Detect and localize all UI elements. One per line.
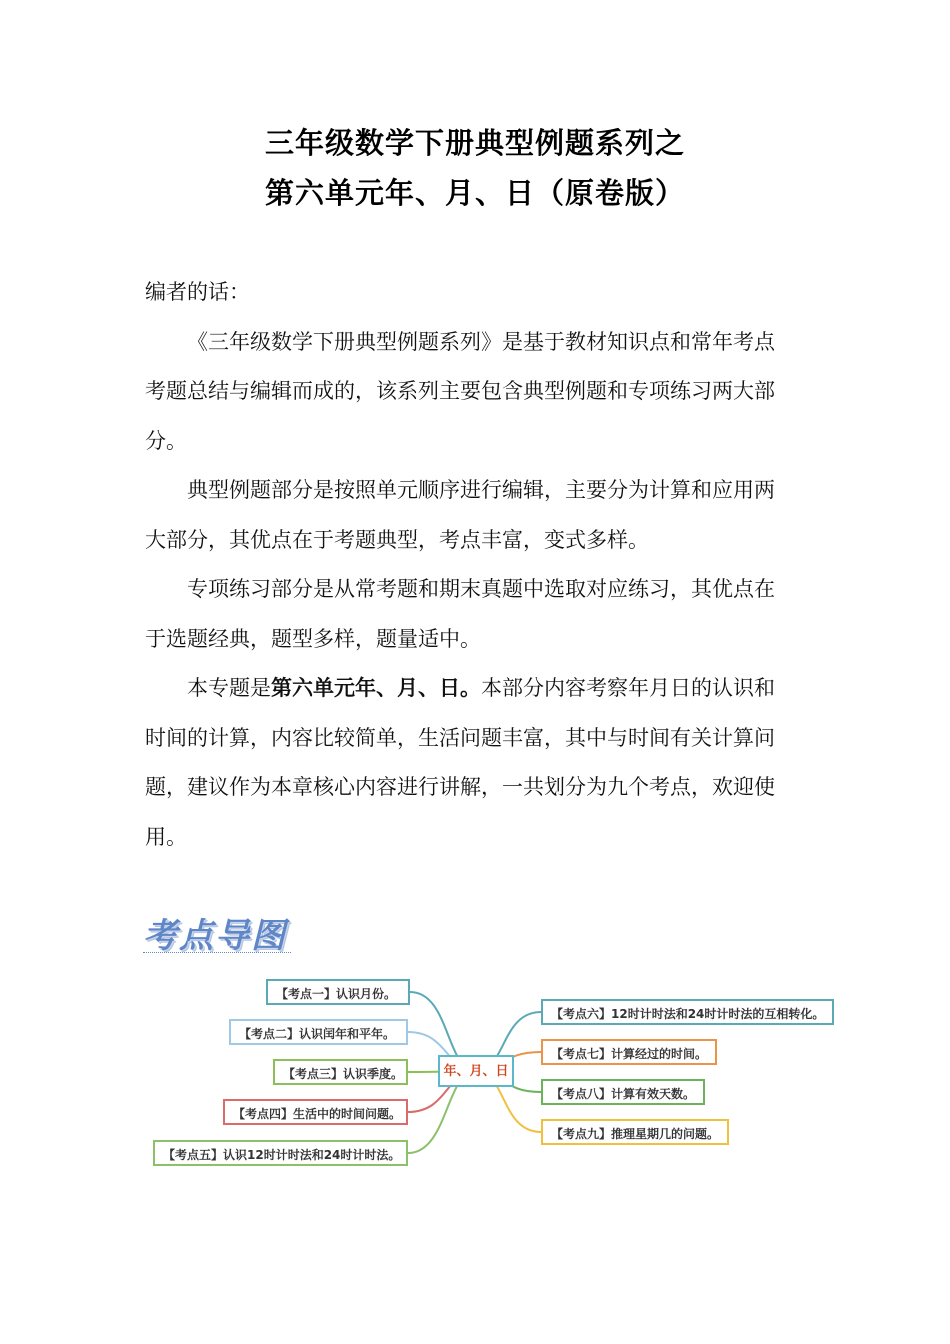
editor-note-paragraph-1: 《三年级数学下册典型例题系列》是基于教材知识点和常年考点考题总结与编辑而成的，该系列主要包含典型例题和专项练习两大部分。	[145, 329, 775, 453]
mind-map-node-left-5: 【考点五】认识12时计时法和24时计时法。	[153, 1140, 408, 1166]
mind-map-node-right-3: 【考点八】计算有效天数。	[541, 1079, 705, 1105]
section-heading: 考点导图	[143, 916, 287, 956]
mind-map-node-left-1: 【考点一】认识月份。	[266, 979, 410, 1005]
mind-map-node-right-4: 【考点九】推理星期几的问题。	[541, 1119, 729, 1145]
mind-map-node-left-3: 【考点三】认识季度。	[273, 1059, 408, 1085]
mind-map-node-right-2: 【考点七】计算经过的时间。	[541, 1039, 717, 1065]
editor-note-heading: 编者的话：	[145, 280, 250, 304]
paragraph-4-bold: 第六单元年、月、日。	[271, 676, 481, 700]
editor-note-paragraph-3: 专项练习部分是从常考题和期末真题中选取对应练习，其优点在于选题经典，题型多样，题量适中。	[145, 577, 775, 651]
editor-note-paragraph-2: 典型例题部分是按照单元顺序进行编辑，主要分为计算和应用两大部分，其优点在于考题典型，考点丰富，变式多样。	[145, 478, 775, 552]
paragraph-4-suffix: 本部分内容考察年月日的认识和时间的计算，内容比较简单，生活问题丰富，其中与时间有关计算问题，建议作为本章核心内容进行讲解，一共划分为九个考点，欢迎使用。	[145, 676, 775, 849]
document-title	[0, 118, 950, 218]
section-heading-underline	[143, 952, 291, 953]
mind-map-node-left-2: 【考点二】认识闰年和平年。	[229, 1019, 408, 1045]
title-line-1: 三年级数学下册典型例题系列之	[264, 126, 685, 160]
editor-note-paragraph-4	[145, 664, 795, 862]
mind-map-node-left-4: 【考点四】生活中的时间问题。	[223, 1099, 408, 1125]
editor-note	[145, 268, 795, 862]
mind-map	[0, 960, 950, 1180]
mind-map-node-right-1: 【考点六】12时计时法和24时计时法的互相转化。	[541, 999, 834, 1025]
paragraph-4-prefix: 本专题是	[187, 676, 271, 700]
mind-map-center-node: 年、月、日	[438, 1055, 514, 1087]
title-line-2: 第六单元年、月、日（原卷版）	[264, 176, 685, 210]
